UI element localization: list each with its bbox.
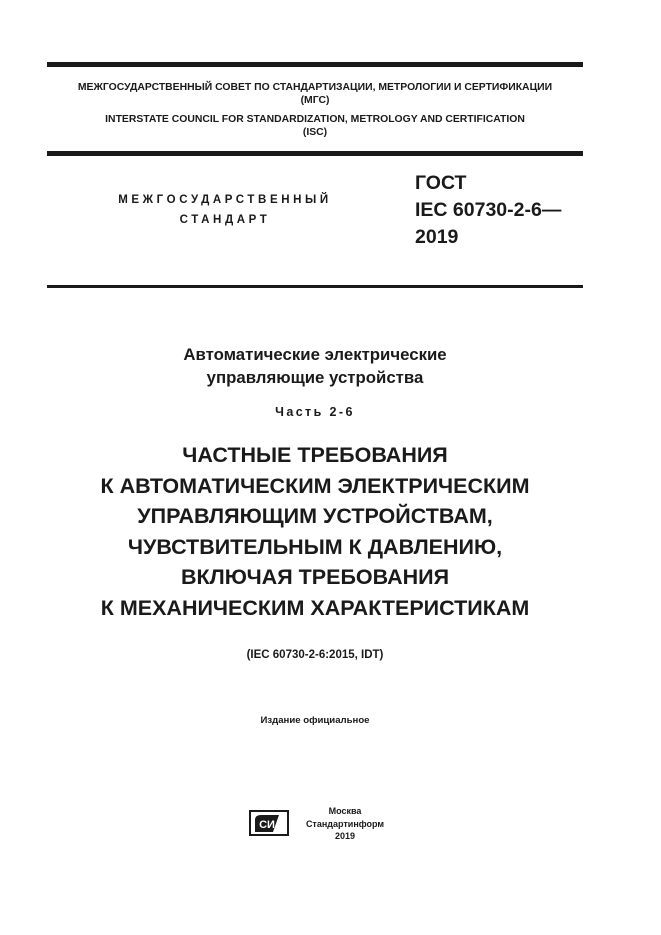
designation-line3: 2019 [415,226,459,248]
main-title-line5: ВКЛЮЧАЯ ТРЕБОВАНИЯ [180,565,450,590]
main-title-line4: ЧУВСТВИТЕЛЬНЫМ К ДАВЛЕНИЮ, [127,534,503,559]
council-abbr-ru: (МГС) [300,95,330,106]
publisher-name: Стандартинформ [305,818,385,829]
main-title-line3: УПРАВЛЯЮЩИМ УСТРОЙСТВАМ, [137,504,493,529]
council-name-ru-line1: МЕЖГОСУДАРСТВЕННЫЙ СОВЕТ ПО СТАНДАРТИЗАЦИИ, МЕТРОЛОГИИ И СЕРТИФИКАЦИИ [77,82,553,93]
standard-designation [415,170,561,251]
council-name-ru [47,81,583,107]
part-label: Часть 2-6 [275,405,355,419]
publisher-city: Москва [328,806,362,816]
edition-label: Издание официальное [260,715,370,726]
standard-type-line2: СТАНДАРТ [179,214,271,226]
publisher-info [300,805,390,843]
title-divider [47,285,583,288]
publisher-year: 2019 [334,831,356,841]
standard-type [90,190,360,230]
publisher-logo-text: СИ [259,819,275,831]
main-title [47,440,583,624]
council-name-en [47,113,583,139]
subtitle-line1: Автоматические электрические [183,345,447,364]
iec-reference: (IEC 60730-2-6:2015, IDT) [246,649,384,661]
header-divider [47,151,583,156]
main-title-line1: ЧАСТНЫЕ ТРЕБОВАНИЯ [182,443,448,467]
top-rule [47,62,583,67]
designation-line1: ГОСТ [415,172,467,194]
main-title-line6: К МЕХАНИЧЕСКИМ ХАРАКТЕРИСТИКАМ [100,595,530,620]
council-name-en-line1: INTERSTATE COUNCIL FOR STANDARDIZATION, METROLOGY AND CERTIFICATION [105,114,525,125]
document-subtitle [47,343,583,389]
standard-type-line1: МЕЖГОСУДАРСТВЕННЫЙ [118,194,332,206]
designation-line2: IEC 60730-2-6— [415,199,562,221]
publisher-logo-icon [249,810,289,836]
main-title-line2: К АВТОМАТИЧЕСКИМ ЭЛЕКТРИЧЕСКИМ [100,473,530,498]
council-abbr-en: (ISC) [302,127,328,138]
subtitle-line2: управляющие устройства [206,368,424,387]
